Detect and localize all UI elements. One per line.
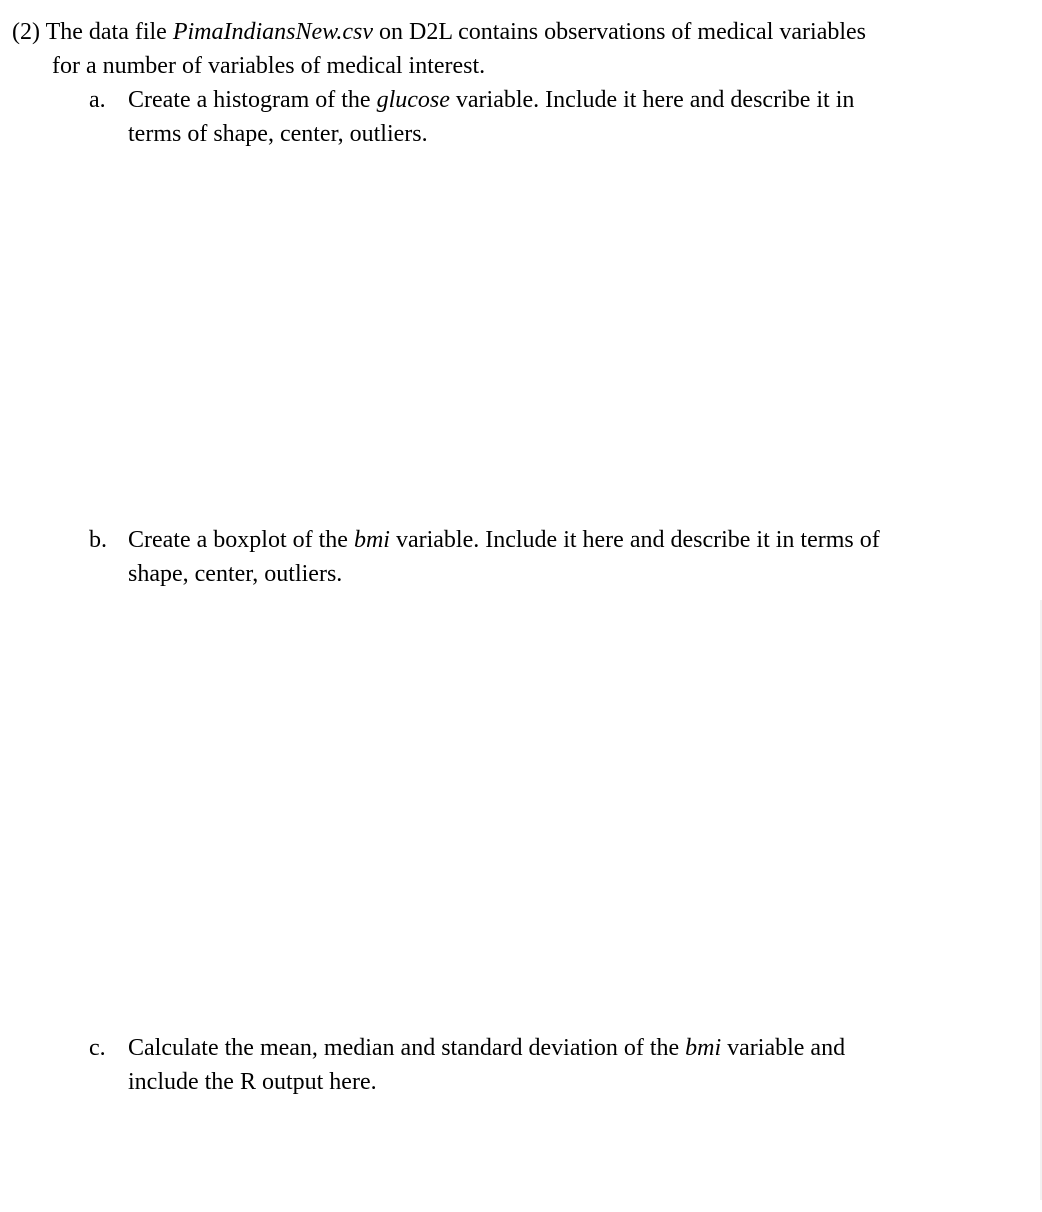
- item-a-text-pre: Create a histogram of the: [128, 87, 377, 113]
- item-b-text-pre: Create a boxplot of the: [128, 527, 354, 553]
- question-2: [12, 15, 1012, 83]
- question-intro-line-2: for a number of variables of medical interest.: [52, 53, 486, 79]
- item-a-line-1: [128, 83, 989, 117]
- question-intro-post: on D2L contains observations of medical variables: [373, 19, 867, 45]
- item-c-line-2: include the R output here.: [128, 1069, 377, 1095]
- item-b-line-1: [128, 523, 989, 557]
- item-c-text-post: variable and: [721, 1035, 846, 1061]
- item-a: [89, 83, 989, 151]
- question-intro-line-1: [12, 15, 1012, 49]
- item-c-line-1: [128, 1031, 989, 1065]
- item-a-text-post: variable. Include it here and describe it in: [449, 87, 855, 113]
- item-b-variable: bmi: [353, 527, 390, 553]
- item-c-variable: bmi: [685, 1035, 722, 1061]
- data-filename: PimaIndiansNew.csv: [172, 19, 374, 45]
- question-intro-pre: The data file: [45, 19, 173, 45]
- item-c-text-pre: Calculate the mean, median and standard deviation of the: [128, 1035, 686, 1061]
- item-a-variable: glucose: [376, 87, 450, 113]
- item-b: [89, 523, 989, 591]
- item-c: [89, 1031, 989, 1099]
- item-a-marker: a.: [89, 87, 106, 113]
- item-b-marker: b.: [89, 527, 107, 553]
- question-number: (2): [12, 19, 40, 45]
- item-b-text-post: variable. Include it here and describe it in terms of: [389, 527, 880, 553]
- item-b-line-2: shape, center, outliers.: [128, 561, 343, 587]
- item-c-marker: c.: [89, 1035, 106, 1061]
- item-a-line-2: terms of shape, center, outliers.: [128, 121, 428, 147]
